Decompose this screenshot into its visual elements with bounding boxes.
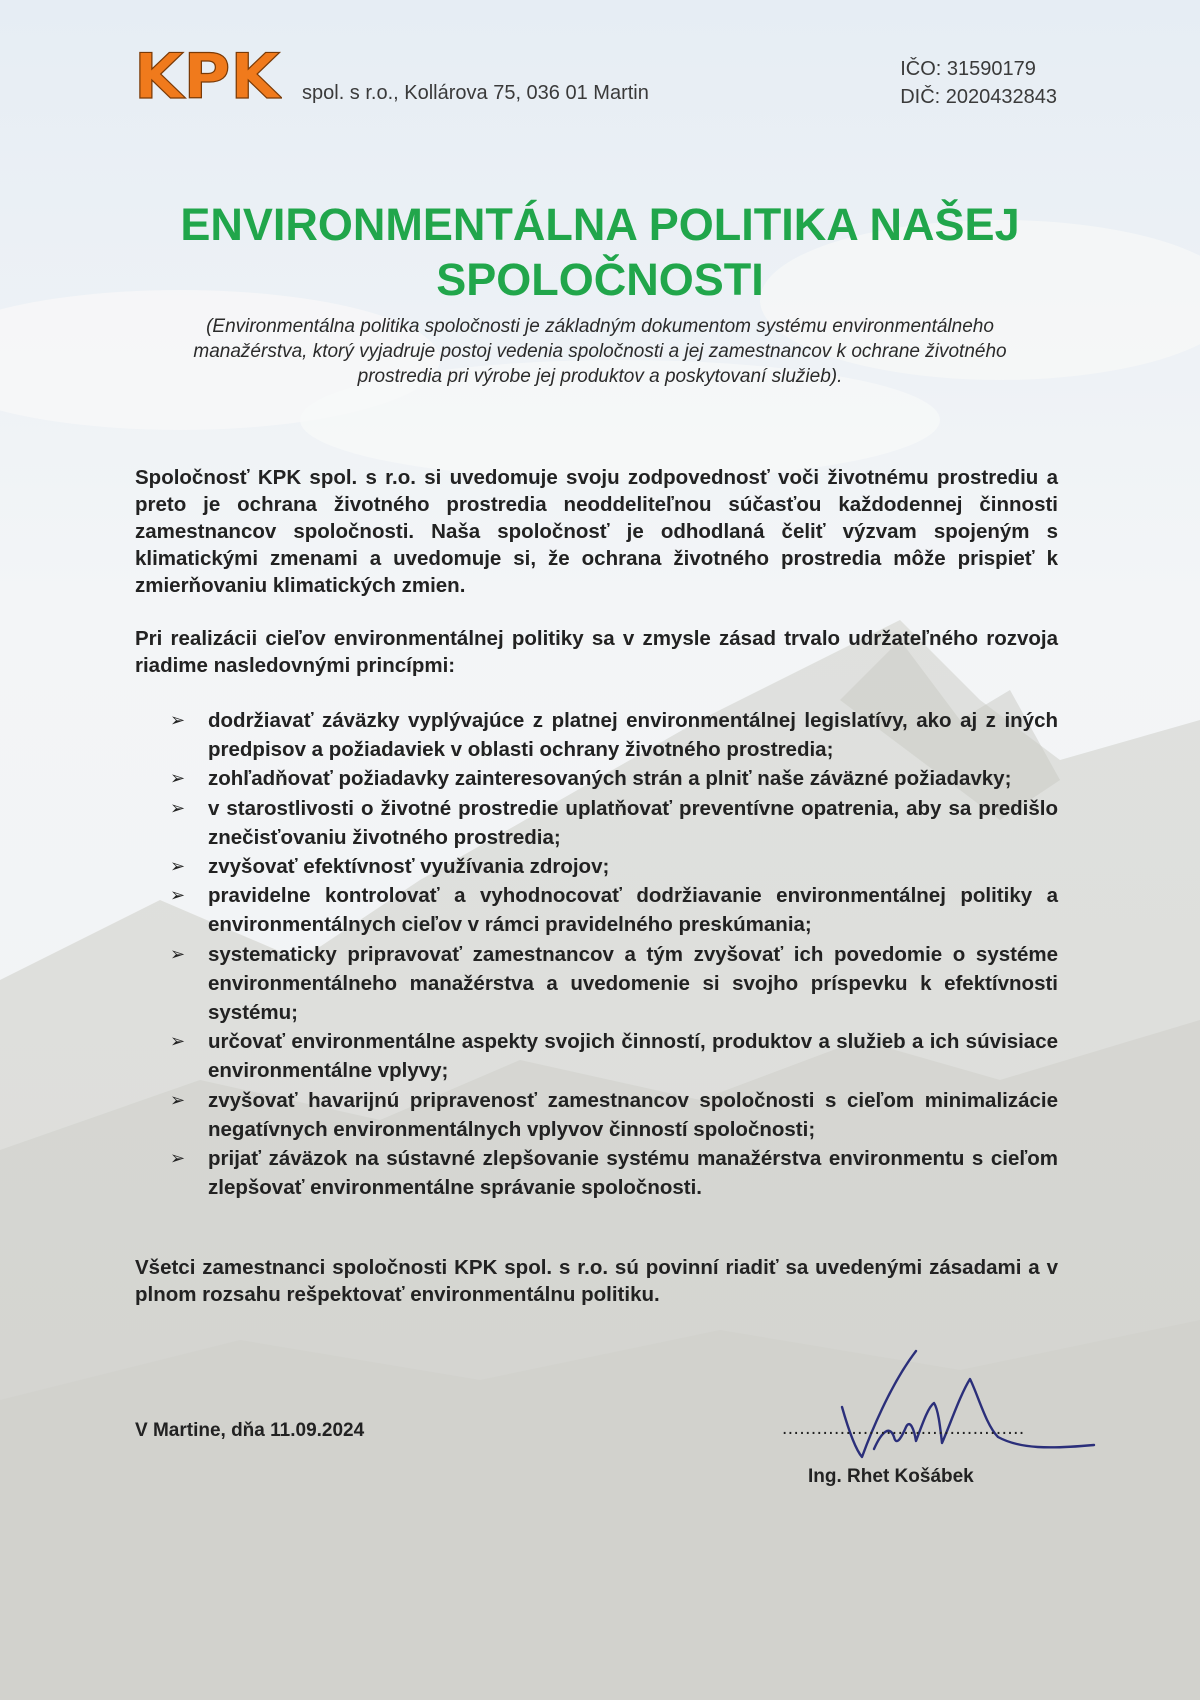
intro-paragraph: Spoločnosť KPK spol. s r.o. si uvedomuje svoju zodpovednosť voči životnému prostrediu a preto je ochrana životného prostredia neoddeliteľnou súčasťou každodennej činnosti zamestnancov spoločnosti. Naša spoločnosť je odhodlaná čeliť výzvam spojeným s klimatickými zmenami a uvedomuje si, že ochrana životného prostredia môže prispieť k zmierňovaniu klimatických zmien. xyxy=(135,466,1058,597)
arrow-bullet-icon: ➢ xyxy=(170,1148,186,1169)
arrow-bullet-icon: ➢ xyxy=(170,797,186,818)
ico-number: IČO: 31590179 xyxy=(900,58,1036,80)
document-title: ENVIRONMENTÁLNA POLITIKA NAŠEJ SPOLOČNOSTI xyxy=(180,199,1020,305)
list-item: ➢ v starostlivosti o životné prostredie uplatňovať preventívne opatrenia, aby sa predišlo znečisťovaniu životného prostredia; xyxy=(170,794,1058,852)
kpk-logo xyxy=(134,46,282,109)
list-item: ➢ zvyšovať efektívnosť využívania zdrojov; xyxy=(170,852,1058,881)
closing-paragraph: Všetci zamestnanci spoločnosti KPK spol. s r.o. sú povinní riadiť sa uvedenými zásadami a v plnom rozsahu rešpektovať environmentálnu politiku. xyxy=(135,1256,1058,1306)
list-item: ➢ pravidelne kontrolovať a vyhodnocovať dodržiavanie environmentálnej politiky a environmentálnych cieľov v rámci pravidelného preskúmania; xyxy=(170,881,1058,939)
list-item: ➢ dodržiavať záväzky vyplývajúce z platnej environmentálnej legislatívy, ako aj z iných predpisov a požiadaviek v oblasti ochrany životného prostredia; xyxy=(170,706,1058,764)
arrow-bullet-icon: ➢ xyxy=(170,768,186,789)
arrow-bullet-icon: ➢ xyxy=(170,1031,186,1052)
arrow-bullet-icon: ➢ xyxy=(170,1089,186,1110)
principles-intro-paragraph: Pri realizácii cieľov environmentálnej politiky sa v zmysle zásad trvalo udržateľného rozvoja riadime nasledovnými princípmi: xyxy=(135,627,1058,677)
company-ids xyxy=(900,55,1057,111)
list-item: ➢ zvyšovať havarijnú pripravenosť zamestnancov spoločnosti s cieľom minimalizácie negatívnych environmentálnych vplyvov činností spoločnosti; xyxy=(170,1086,1058,1144)
signer-name: Ing. Rhet Košábek xyxy=(808,1466,974,1487)
place-and-date: V Martine, dňa 11.09.2024 xyxy=(135,1420,365,1441)
signature-line: .......................................... xyxy=(782,1418,1025,1439)
list-item: ➢ systematicky pripravovať zamestnancov a tým zvyšovať ich povedomie o systéme environmentálneho manažérstva a uvedomenie si svojho príspevku k efektívnosti systému; xyxy=(170,940,1058,1028)
principles-list xyxy=(170,706,1058,1202)
arrow-bullet-icon: ➢ xyxy=(170,710,186,730)
list-item: ➢ prijať záväzok na sústavné zlepšovanie systému manažérstva environmentu s cieľom zlepšovať environmentálne správanie spoločnosti. xyxy=(170,1144,1058,1202)
list-item: ➢ určovať environmentálne aspekty svojich činností, produktov a služieb a ich súvisiace environmentálne vplyvy; xyxy=(170,1027,1058,1085)
dic-number: DIČ: 2020432843 xyxy=(900,86,1057,108)
arrow-bullet-icon: ➢ xyxy=(170,943,186,964)
list-item: ➢ zohľadňovať požiadavky zainteresovaných strán a plniť naše záväzné požiadavky; xyxy=(170,764,1058,793)
arrow-bullet-icon: ➢ xyxy=(170,885,186,906)
document-subtitle: (Environmentálna politika spoločnosti je základným dokumentom systému environmentálneho manažérstva, ktorý vyjadruje postoj vedenia spoločnosti a jej zamestnancov k ochrane životného prostredia pri výrobe jej produktov a poskytovaní služieb). xyxy=(193,316,1007,387)
handwritten-signature xyxy=(830,1345,1100,1465)
svg-text:KPK: KPK xyxy=(134,46,282,104)
arrow-bullet-icon: ➢ xyxy=(170,856,186,877)
company-address: spol. s r.o., Kollárova 75, 036 01 Martin xyxy=(302,82,649,104)
